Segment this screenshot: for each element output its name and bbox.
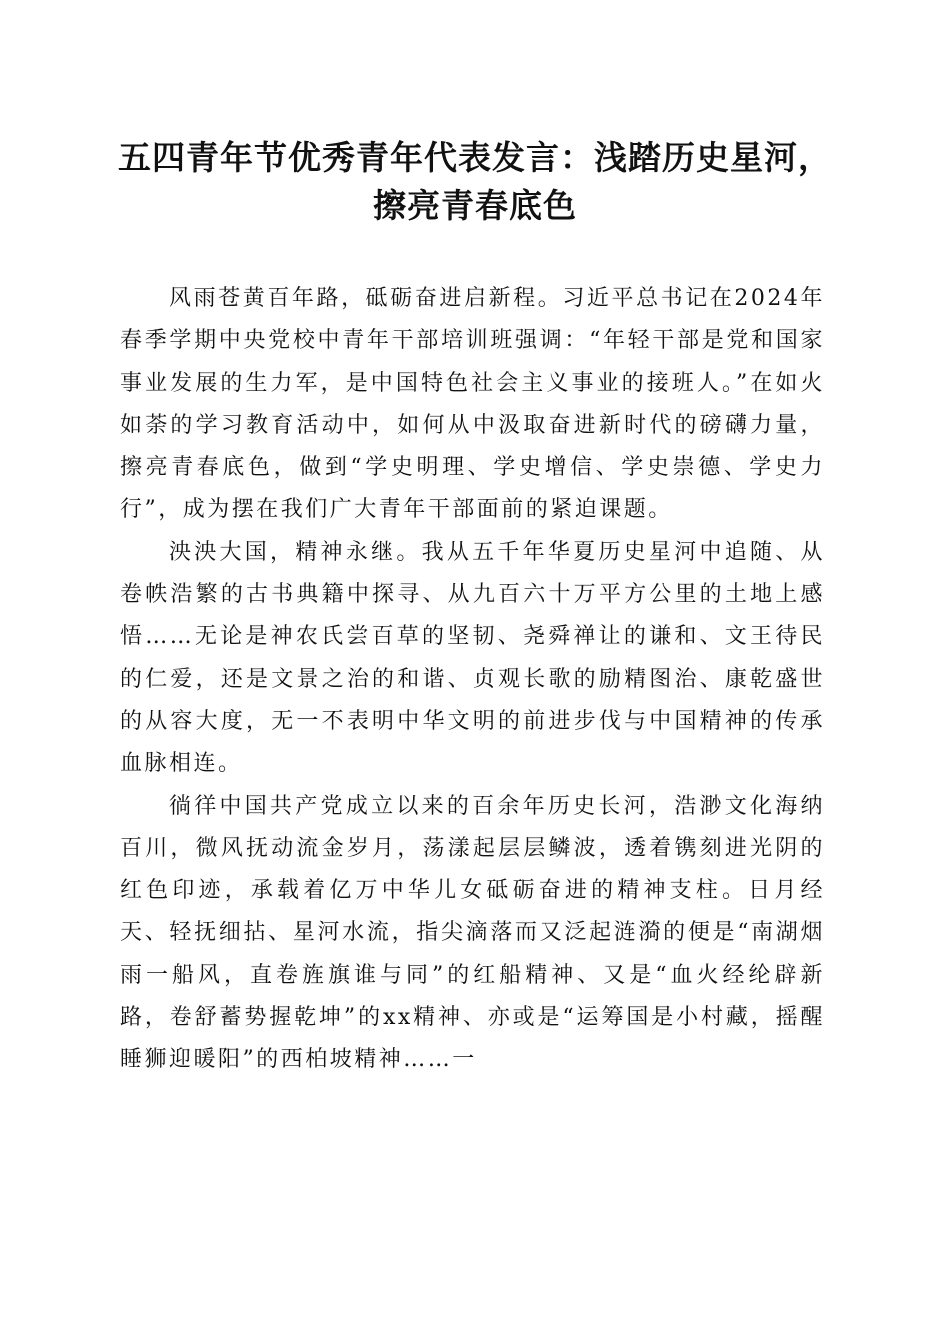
paragraph-2: 泱泱大国，精神永继。我从五千年华夏历史星河中追随、从卷帙浩繁的古书典籍中探寻、从九百六十万平方公里的土地上感悟……无论是神农氏尝百草的坚韧、尧舜禅让的谦和、文王待民的仁爱，还是文景之治的和谐、贞观长歌的励精图治、康乾盛世的从容大度，无一不表明中华文明的前进步伐与中国精神的传承血脉相连。	[120, 539, 825, 777]
paragraph-3: 徜徉中国共产党成立以来的百余年历史长河，浩渺文化海纳百川，微风抚动流金岁月，荡漾起层层鳞波，透着镌刻进光阴的红色印迹，承载着亿万中华儿女砥砺奋进的精神支柱。日月经天、轻抚细拈、星河水流，指尖滴落而又泛起涟漪的便是“南湖烟雨一船风，直卷旌旗谁与同”的红船精神、又是“血火经纶辟新路，卷舒蓄势握乾坤”的xx精神、亦或是“运筹国是小村藏，摇醒睡狮迎暖阳”的西柏坡精神……一	[120, 793, 825, 1073]
title-line-1: 五四青年节优秀青年代表发言：浅踏历史星河，	[118, 138, 832, 177]
paragraph-1: 风雨苍黄百年路，砥砺奋进启新程。习近平总书记在2024年春季学期中央党校中青年干部培训班强调：“年轻干部是党和国家事业发展的生力军，是中国特色社会主义事业的接班人。”在如火如荼的学习教育活动中，如何从中汲取奋进新时代的磅礴力量，擦亮青春底色，做到“学史明理、学史增信、学史崇德、学史力行”，成为摆在我们广大青年干部面前的紧迫课题。	[120, 286, 825, 523]
page-title	[110, 134, 840, 230]
document-body	[120, 278, 825, 1082]
title-line-2: 擦亮青春底色	[373, 186, 577, 225]
